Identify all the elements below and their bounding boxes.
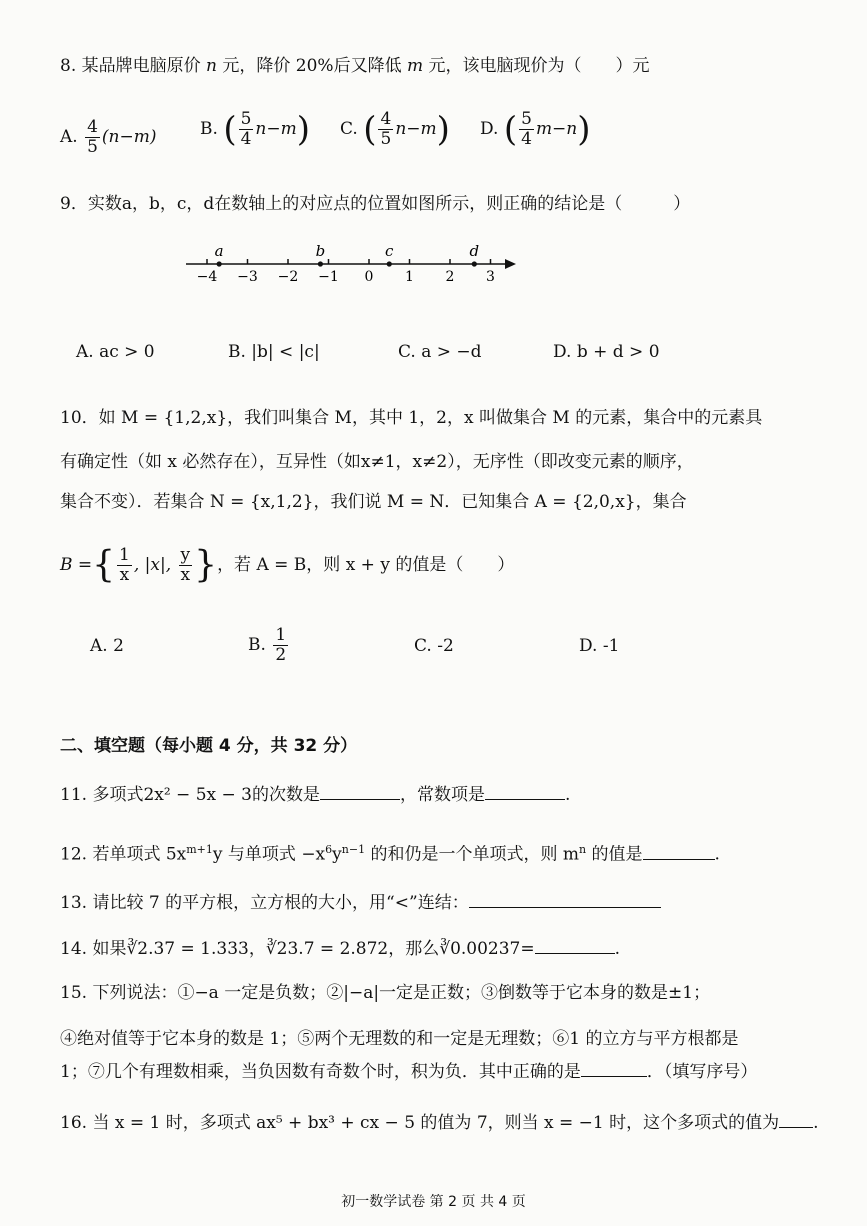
expression: m−n: [535, 119, 578, 139]
denominator: 5: [87, 137, 98, 157]
denominator: 5: [380, 129, 392, 149]
answer-blank[interactable]: [779, 1111, 813, 1128]
answer-blank[interactable]: [581, 1060, 647, 1077]
q8-var-m: m: [407, 56, 424, 76]
q9-option-a[interactable]: A. ac > 0: [76, 342, 155, 362]
left-paren: (: [223, 109, 237, 150]
tick-label: −2: [277, 269, 299, 285]
q11-text: ，常数项是: [399, 785, 485, 805]
answer-blank[interactable]: [320, 783, 400, 800]
q12-text: y: [332, 844, 342, 865]
point-a: [217, 261, 222, 266]
fraction: [273, 626, 288, 665]
q12-text: 的和仍是一个单项式，则 m: [365, 844, 580, 865]
option-label: A.: [60, 127, 78, 147]
q10-line-4: [60, 546, 514, 585]
q12-text: 的值是: [586, 844, 643, 865]
exponent: 6: [325, 843, 333, 856]
expression: n−m: [395, 119, 437, 139]
q14: [60, 937, 620, 961]
expression: n−m: [255, 119, 297, 139]
denominator: 4: [240, 129, 252, 149]
fraction: [179, 546, 193, 585]
fraction: [519, 110, 534, 149]
option-label: C.: [340, 119, 358, 139]
q8-option-b[interactable]: [200, 110, 310, 149]
fraction: [85, 118, 100, 157]
fraction: [378, 110, 393, 149]
q9-stem: 9．实数a，b，c，d在数轴上的对应点的位置如图所示，则正确的结论是（ ）: [60, 194, 691, 214]
numerator: 5: [521, 109, 532, 129]
right-paren: ): [577, 109, 591, 150]
point-b: [318, 261, 323, 266]
numerator: 1: [275, 625, 287, 645]
q10-option-a[interactable]: A. 2: [90, 636, 124, 656]
q8-stem-part: 元，该电脑现价为（ ）元: [428, 56, 650, 76]
fraction: [117, 546, 132, 585]
set-b-label: B =: [60, 555, 93, 575]
number-line: [0, 236, 867, 306]
point-label-b: b: [315, 242, 326, 260]
numerator: y: [180, 545, 191, 565]
denominator: 2: [275, 645, 287, 665]
q14-text: .: [614, 939, 621, 959]
q15-line-3: [60, 1060, 757, 1084]
q8-stem-part: 8. 某品牌电脑原价: [60, 56, 201, 76]
tick-label: 1: [405, 269, 414, 285]
denominator: x: [119, 565, 130, 585]
q11-text: 11. 多项式2x² − 5x − 3的次数是: [60, 785, 320, 805]
tick-label: −1: [318, 269, 339, 285]
option-label: D.: [480, 119, 499, 139]
q9-option-c[interactable]: C. a > −d: [398, 342, 482, 362]
numerator: 4: [380, 109, 392, 129]
answer-blank[interactable]: [643, 843, 715, 860]
q11-text: .: [564, 785, 571, 805]
exponent: m+1: [186, 843, 213, 856]
point-label-d: d: [469, 242, 480, 260]
axis-arrow-icon: [505, 259, 516, 269]
q10-line-1: 10．如 M = {1,2,x}，我们叫集合 M，其中 1，2，x 叫做集合 M 的元素，集合中的元素具: [60, 408, 763, 428]
abs-x: , |x|,: [133, 555, 177, 575]
point-d: [472, 261, 477, 266]
q8-stem: [60, 54, 650, 78]
option-label: B.: [248, 635, 266, 655]
q10-line-3: 集合不变）．若集合 N = {x,1,2}，我们说 M = N．已知集合 A = {2,0,x}，集合: [60, 492, 687, 512]
point-label-c: c: [385, 242, 394, 260]
right-brace: }: [194, 544, 218, 586]
numerator: 5: [240, 109, 252, 129]
q14-text: 14. 如果∛2.37 = 1.333，∛23.7 = 2.872，那么∛0.00237=: [60, 939, 535, 959]
q15-line-1: 15. 下列说法：①−a 一定是负数；②|−a|一定是正数；③倒数等于它本身的数是±1；: [60, 983, 711, 1003]
denominator: 4: [521, 129, 532, 149]
tick-label: −3: [237, 269, 258, 285]
q10-line-2: 有确定性（如 x 必然存在），互异性（如x≠1，x≠2），无序性（即改变元素的顺序，: [60, 452, 694, 472]
q15-line-2: ④绝对值等于它本身的数是 1；⑤两个无理数的和一定是无理数；⑥1 的立方与平方根都是: [60, 1029, 739, 1049]
q12-text: y 与单项式 −x: [212, 844, 326, 865]
tick-label: −4: [196, 269, 218, 285]
right-paren: ): [296, 109, 310, 150]
section-heading: 二、填空题（每小题 4 分，共 32 分）: [60, 736, 358, 756]
fraction: [239, 110, 254, 149]
answer-blank[interactable]: [485, 783, 565, 800]
q16: [60, 1111, 819, 1135]
q8-option-a[interactable]: [60, 118, 157, 157]
q12-text: .: [714, 844, 720, 865]
q10-option-d[interactable]: D. -1: [579, 636, 620, 656]
tick-label: 3: [486, 269, 495, 285]
left-paren: (: [503, 109, 518, 150]
q16-text: .: [813, 1113, 819, 1133]
tick-label: 2: [445, 269, 455, 285]
q8-stem-part: 元，降价 20%后又降低: [222, 56, 402, 76]
expression: (n−m): [101, 127, 157, 147]
q12: [60, 838, 720, 867]
left-paren: (: [363, 109, 377, 150]
q8-option-d[interactable]: [480, 110, 591, 149]
right-paren: ): [436, 109, 450, 150]
q9-option-b[interactable]: B. |b| < |c|: [228, 342, 320, 362]
q10-question: ，若 A = B，则 x + y 的值是（ ）: [217, 555, 515, 575]
point-label-a: a: [214, 242, 224, 260]
q11: [60, 783, 570, 807]
q9-option-d[interactable]: D. b + d > 0: [553, 342, 660, 362]
exponent: n−1: [341, 843, 366, 856]
exponent: n: [579, 843, 587, 856]
q12-text: 12. 若单项式 5x: [60, 844, 187, 865]
q15-text: ．（填写序号）: [646, 1062, 758, 1082]
q16-text: 16. 当 x = 1 时，多项式 ax⁵ + bx³ + cx − 5 的值为 7，则当 x = −1 时，这个多项式的值为: [60, 1113, 780, 1133]
option-label: B.: [200, 119, 218, 139]
answer-blank[interactable]: [469, 891, 661, 908]
denominator: x: [180, 565, 191, 585]
answer-blank[interactable]: [535, 937, 615, 954]
q10-option-b[interactable]: [248, 626, 290, 665]
q13-text: 13. 请比较 7 的平方根，立方根的大小，用“<”连结：: [60, 893, 469, 913]
left-brace: {: [92, 544, 116, 586]
q10-option-c[interactable]: C. -2: [414, 636, 454, 656]
numerator: 4: [87, 117, 98, 137]
page-footer: 初一数学试卷 第 2 页 共 4 页: [341, 1194, 526, 1210]
point-c: [387, 261, 392, 266]
tick-label: 0: [364, 269, 374, 285]
q8-var-n: n: [206, 56, 217, 76]
q15-text: 1；⑦几个有理数相乘，当负因数有奇数个时，积为负．其中正确的是: [60, 1062, 581, 1082]
q13: [60, 891, 661, 915]
numerator: 1: [119, 545, 130, 565]
q8-option-c[interactable]: [340, 110, 450, 149]
